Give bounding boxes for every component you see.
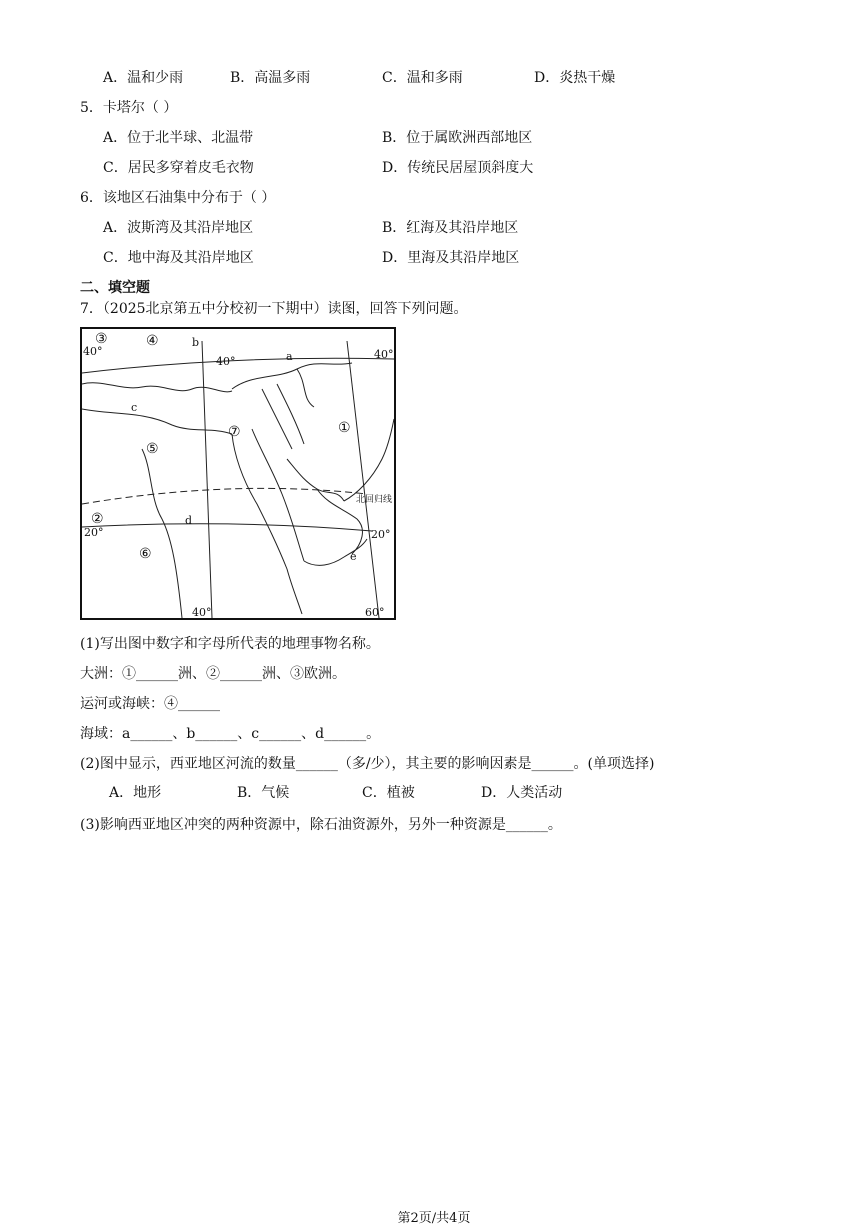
- map-label-lon60: 60°: [365, 606, 385, 619]
- coast-arabia-south: [304, 539, 367, 565]
- latitude-40-line: [82, 355, 394, 373]
- page-footer: 第2页/共4页: [397, 1211, 471, 1226]
- q6-option-d: D．里海及其沿岸地区: [382, 250, 520, 266]
- q6-stem: 6．该地区石油集中分布于（ ）: [80, 190, 276, 206]
- q5-option-a: A．位于北半球、北温带: [103, 130, 254, 146]
- map-label-lat40-left: 40°: [83, 345, 103, 358]
- coast-mediterranean-north: [82, 383, 232, 392]
- map-label-3: ③: [95, 331, 108, 347]
- map-label-c: c: [131, 401, 138, 414]
- map-label-a: a: [286, 350, 293, 363]
- river-nile: [142, 449, 182, 618]
- coast-africa-north: [82, 409, 232, 434]
- map-label-d: d: [185, 514, 193, 527]
- map-label-1: ①: [338, 420, 351, 436]
- q6-option-c: C．地中海及其沿岸地区: [103, 250, 254, 266]
- map-label-5: ⑤: [146, 441, 159, 457]
- q7-part2-option-c: C．植被: [362, 785, 415, 801]
- map-label-lat20-left: 20°: [84, 526, 104, 539]
- meridian-60-line: [347, 341, 379, 618]
- map-label-lon40: 40°: [192, 606, 212, 619]
- river-euphrates: [262, 389, 292, 449]
- q7-part2-option-d: D．人类活动: [481, 785, 563, 801]
- q6-option-a: A．波斯湾及其沿岸地区: [103, 220, 254, 236]
- coast-caspian: [297, 369, 314, 407]
- coast-red-sea-east: [252, 429, 304, 561]
- map-label-tropic-of-cancer: 北回归线: [356, 495, 393, 505]
- q4-option-b: B．高温多雨: [230, 70, 311, 86]
- map-label-7: ⑦: [228, 424, 241, 440]
- map-label-lat20-right: 20°: [371, 528, 391, 541]
- coast-black-sea: [232, 363, 352, 389]
- latitude-20-line: [82, 524, 372, 531]
- coast-iran: [344, 419, 394, 501]
- q7-canal-line: 运河或海峡：④______: [80, 696, 220, 712]
- map-label-4: ④: [146, 333, 159, 349]
- q7-part1: (1)写出图中数字和字母所代表的地理事物名称。: [80, 636, 380, 652]
- meridian-40-line: [202, 341, 212, 618]
- q5-option-b: B．位于属欧洲西部地区: [382, 130, 533, 146]
- q4-option-c: C．温和多雨: [382, 70, 463, 86]
- q7-stem: 7．（2025北京第五中分校初一下期中）读图，回答下列问题。: [80, 301, 468, 317]
- section-heading-fill-blank: 二、填空题: [80, 280, 150, 296]
- west-asia-map: [80, 327, 396, 620]
- map-label-lat40-right: 40°: [374, 348, 394, 361]
- q7-part3: (3)影响西亚地区冲突的两种资源中，除石油资源外，另外一种资源是______。: [80, 817, 562, 833]
- q5-option-d: D．传统民居屋顶斜度大: [382, 160, 534, 176]
- q7-part2: (2)图中显示，西亚地区河流的数量______（多/少），其主要的影响因素是______。(单项选择): [80, 756, 655, 772]
- map-label-b: b: [192, 336, 200, 349]
- map-drawing: [82, 329, 394, 618]
- map-label-e: e: [350, 550, 357, 563]
- river-tigris: [277, 384, 304, 444]
- q6-option-b: B．红海及其沿岸地区: [382, 220, 519, 236]
- q7-part2-option-a: A．地形: [109, 785, 162, 801]
- q7-seas-line: 海域：a______、b______、c______、d______。: [80, 726, 381, 742]
- map-label-6: ⑥: [139, 546, 152, 562]
- tropic-of-cancer-line: [82, 488, 367, 504]
- map-label-2: ②: [91, 511, 104, 527]
- q7-part2-option-b: B．气候: [237, 785, 290, 801]
- q4-option-a: A．温和少雨: [103, 70, 184, 86]
- coast-persian-gulf: [287, 459, 344, 501]
- q5-stem: 5．卡塔尔（ ）: [80, 100, 178, 116]
- q7-continents-line: 大洲：①______洲、②______洲、③欧洲。: [80, 666, 346, 682]
- map-label-lat40-mid: 40°: [216, 355, 236, 368]
- q5-option-c: C．居民多穿着皮毛衣物: [103, 160, 254, 176]
- q4-option-d: D．炎热干燥: [534, 70, 616, 86]
